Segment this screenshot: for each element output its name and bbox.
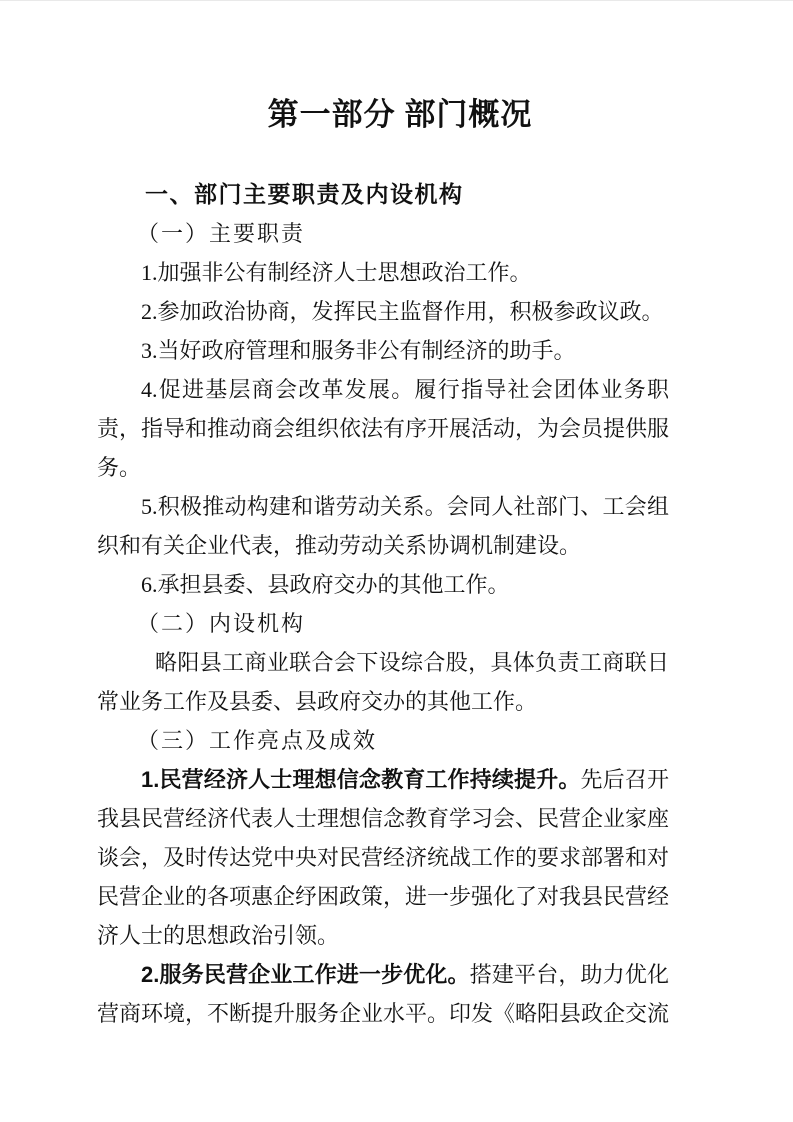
document-title: 第一部分 部门概况 <box>267 97 533 132</box>
duty-item-5: 5.积极推动构建和谐劳动关系。会同人社部门、工会组织和有关企业代表，推动劳动关系协调机制建设。 <box>97 494 669 558</box>
highlight-2-lead: 2.服务民营企业工作进一步优化。 <box>141 962 470 987</box>
internal-structure-paragraph: 略阳县工商业联合会下设综合股，具体负责工商联日常业务工作及县委、县政府交办的其他工作。 <box>97 650 669 714</box>
duty-item-4: 4.促进基层商会改革发展。履行指导社会团体业务职责，指导和推动商会组织依法有序开展活动，为会员提供服务。 <box>97 377 670 480</box>
duty-item-6: 6.承担县委、县政府交办的其他工作。 <box>141 572 510 597</box>
highlight-1-lead: 1.民营经济人士理想信念教育工作持续提升。 <box>141 767 581 792</box>
duty-item-1: 1.加强非公有制经济人士思想政治工作。 <box>141 260 532 285</box>
subsection-1-heading: （一）主要职责 <box>137 221 306 246</box>
highlight-1-text: 先后召开我县民营经济代表人士理想信念教育学习会、民营企业家座谈会，及时传达党中央对民营经济统战工作的要求部署和对民营企业的各项惠企纾困政策，进一步强化了对我县民营经济人士的思想政治引领。 <box>97 767 670 948</box>
highlight-paragraph-1 <box>97 760 669 955</box>
duty-item-3: 3.当好政府管理和服务非公有制经济的助手。 <box>141 338 576 363</box>
highlight-2-text: 搭建平台，助力优化营商环境，不断提升服务企业水平。印发《略阳县政企交流 <box>97 962 670 1026</box>
subsection-3-heading: （三）工作亮点及成效 <box>137 728 378 753</box>
section-heading: 一、部门主要职责及内设机构 <box>145 181 464 207</box>
duty-item-2: 2.参加政治协商，发挥民主监督作用，积极参政议政。 <box>141 299 664 324</box>
subsection-2-heading: （二）内设机构 <box>137 611 306 636</box>
highlight-paragraph-2 <box>97 955 669 1033</box>
